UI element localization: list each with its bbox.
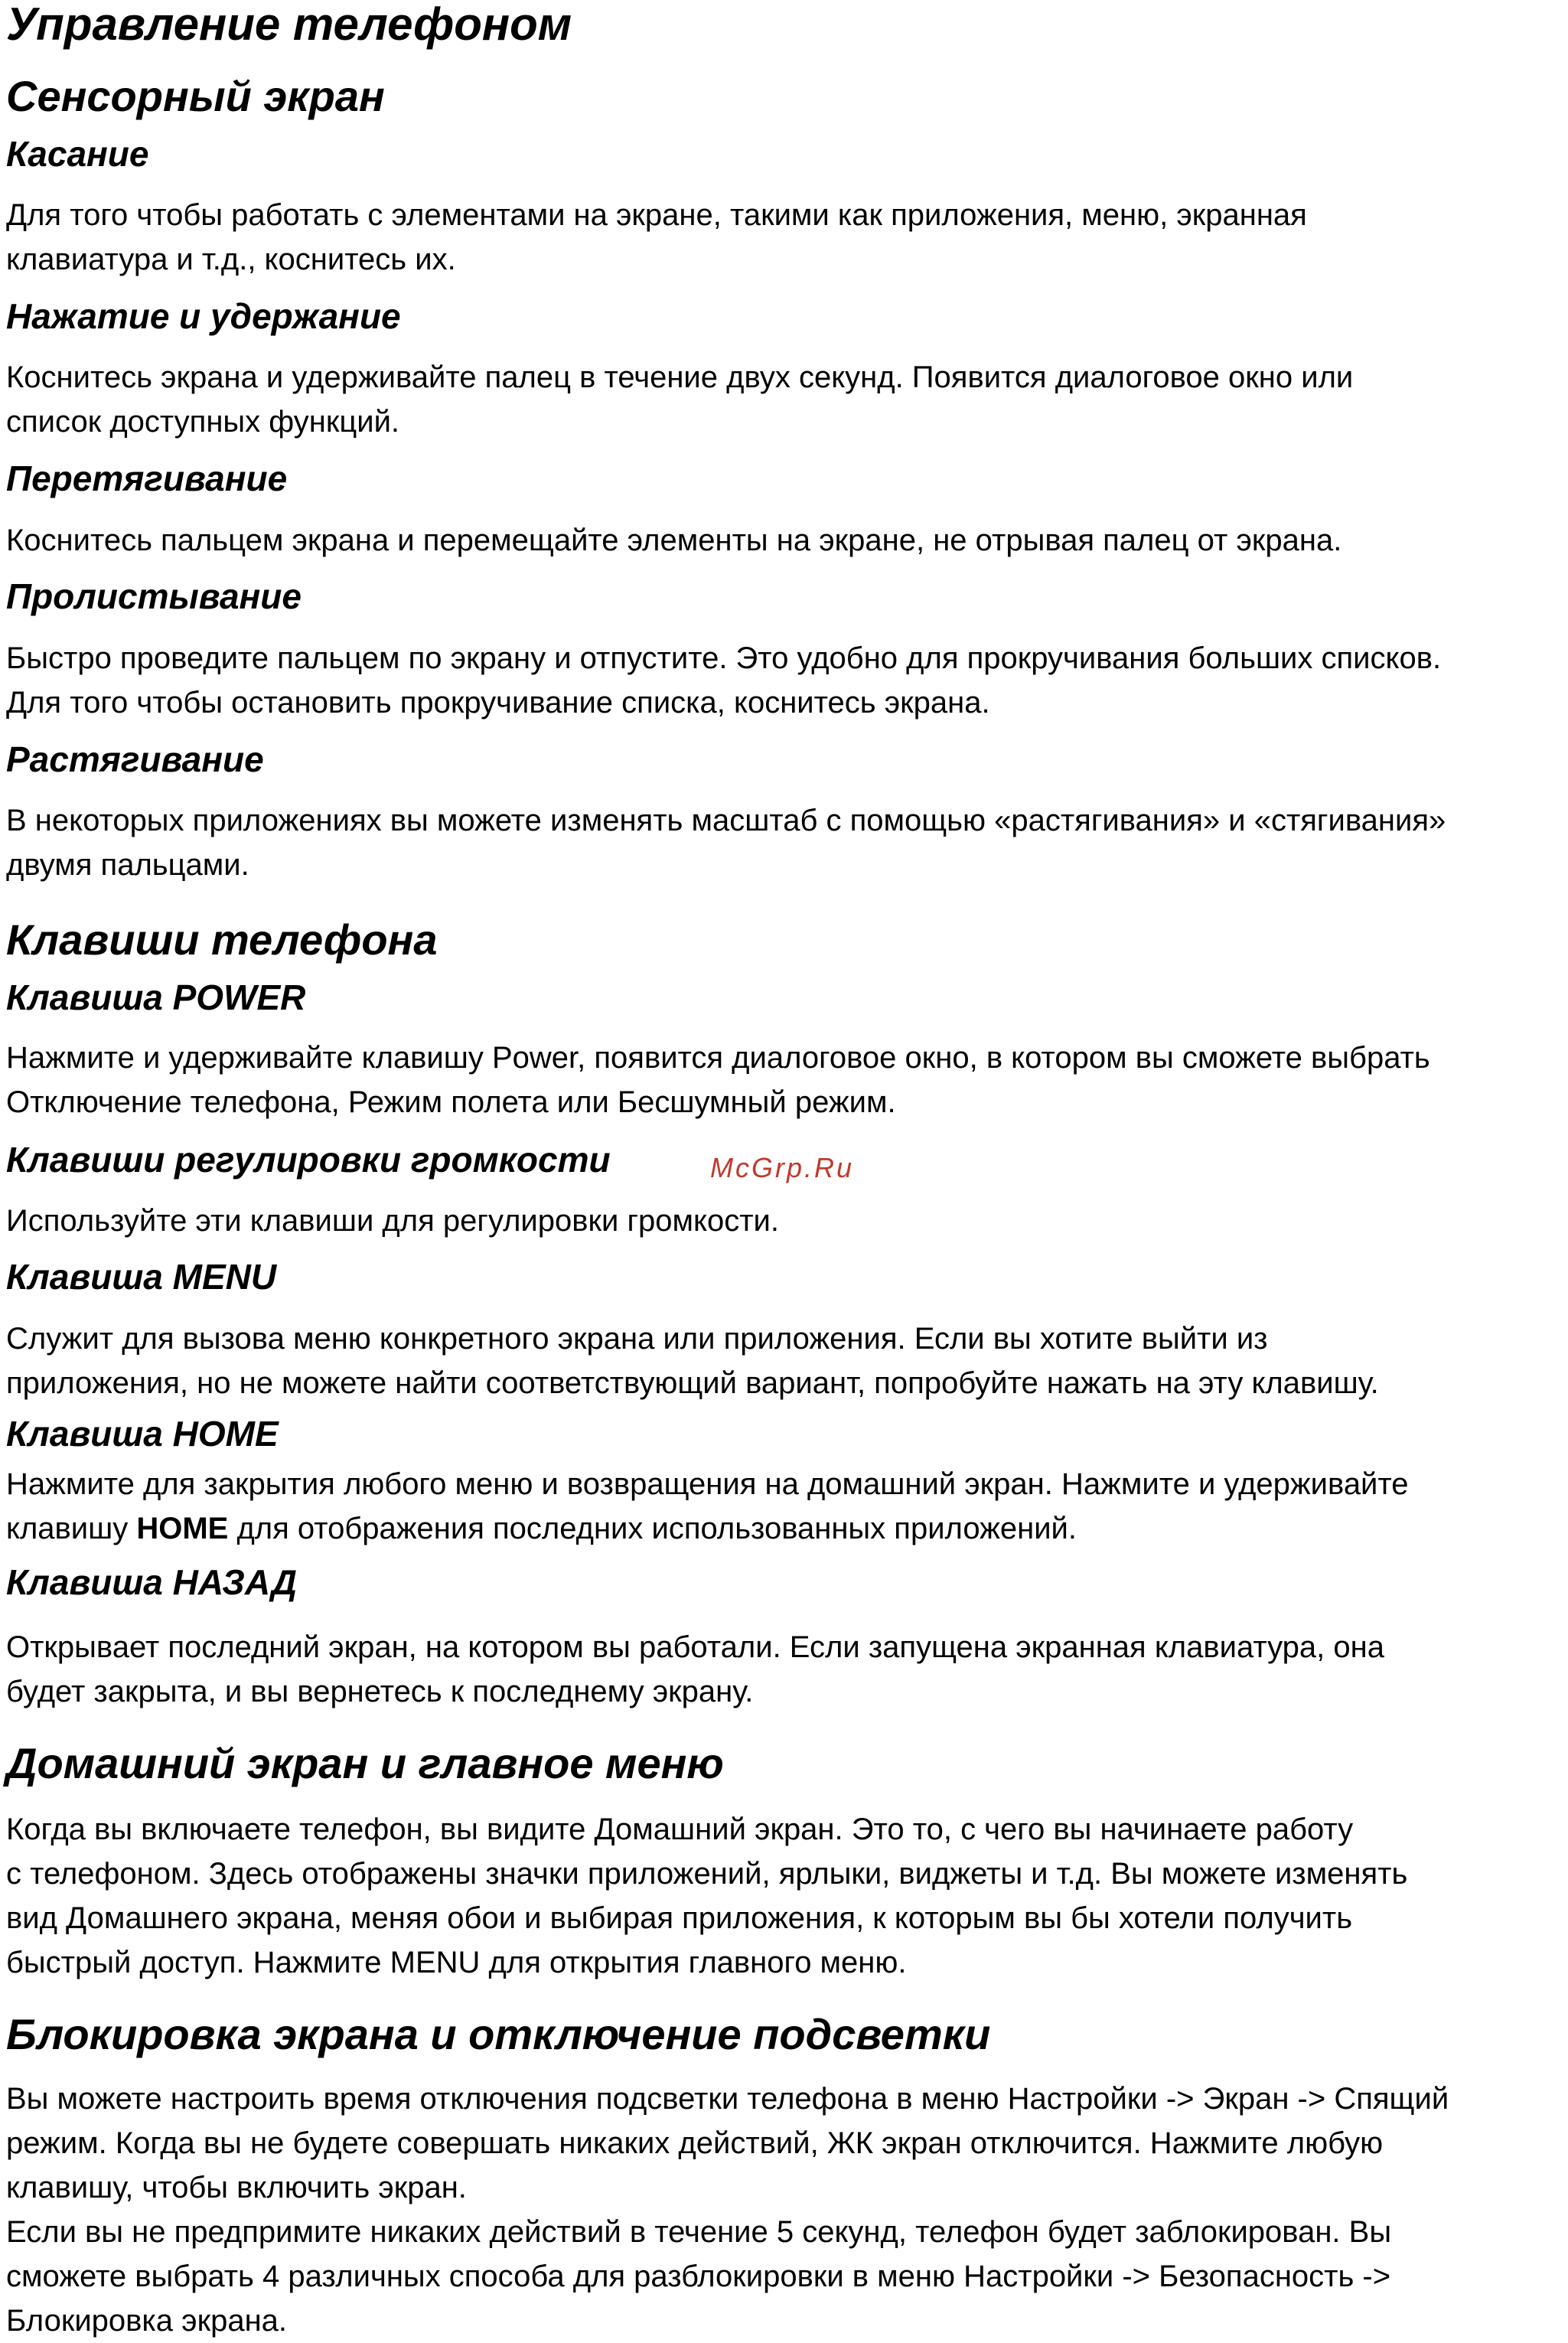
text-line: будет закрыта, и вы вернетесь к последнему экрану.	[6, 1675, 754, 1708]
paragraph-lock	[6, 2077, 1560, 2343]
text-line: вид Домашнего экрана, меняя обои и выбирая приложения, к которым вы бы хотели получить	[6, 1901, 1353, 1935]
paragraph-hold	[6, 355, 1560, 444]
text-line: Отключение телефона, Режим полета или Бесшумный режим.	[6, 1085, 896, 1119]
text-line: Нажмите и удерживайте клавишу Power, появится диалоговое окно, в котором вы сможете выбрать	[6, 1041, 1430, 1075]
text-line	[6, 1506, 1560, 1551]
text-line: клавиатура и т.д., коснитесь их.	[6, 243, 456, 276]
text-line: Используйте эти клавиши для регулировки громкости.	[6, 1204, 779, 1238]
paragraph-menu	[6, 1317, 1560, 1405]
text-line: Открывает последний экран, на котором вы работали. Если запущена экранная клавиатура, она	[6, 1630, 1384, 1664]
text-line: Коснитесь пальцем экрана и перемещайте элементы на экране, не отрывая палец от экрана.	[6, 524, 1342, 557]
subheading-power: Клавиша POWER	[6, 977, 306, 1017]
home-key-bold: HOME	[136, 1512, 229, 1545]
paragraph-volume	[6, 1199, 1560, 1243]
subheading-tap: Касание	[6, 134, 149, 174]
text-line: Если вы не предпримите никаких действий в течение 5 секунд, телефон будет заблокирован. Вы	[6, 2215, 1392, 2249]
text-line: Быстро проведите пальцем по экрану и отпустите. Это удобно для прокручивания больших списков.	[6, 641, 1442, 675]
subheading-menu: Клавиша MENU	[6, 1257, 277, 1297]
watermark: McGrp.Ru	[710, 1152, 855, 1183]
section-heading-touchscreen: Сенсорный экран	[6, 72, 385, 120]
text-fragment: для отображения последних использованных приложений.	[228, 1512, 1077, 1545]
paragraph-tap	[6, 193, 1560, 282]
text-line: сможете выбрать 4 различных способа для разблокировки в меню Настройки -> Безопасность ->	[6, 2260, 1391, 2293]
section-heading-lock: Блокировка экрана и отключение подсветки	[6, 2010, 991, 2058]
subheading-flick: Пролистывание	[6, 576, 302, 616]
paragraph-drag	[6, 518, 1560, 563]
text-line: клавишу, чтобы включить экран.	[6, 2171, 467, 2204]
subheading-pinch: Растягивание	[6, 739, 264, 779]
text-line: быстрый доступ. Нажмите MENU для открытия главного меню.	[6, 1946, 907, 1979]
section-heading-home-screen: Домашний экран и главное меню	[6, 1739, 724, 1787]
text-line: приложения, но не можете найти соответствующий вариант, попробуйте нажать на эту клавишу.	[6, 1366, 1379, 1400]
subheading-hold: Нажатие и удержание	[6, 296, 401, 336]
paragraph-back	[6, 1625, 1560, 1714]
paragraph-home-screen	[6, 1807, 1560, 1985]
subheading-home: Клавиша HOME	[6, 1414, 279, 1454]
subheading-volume: Клавиши регулировки громкости	[6, 1140, 611, 1180]
text-line: Коснитесь экрана и удерживайте палец в течение двух секунд. Появится диалоговое окно или	[6, 361, 1354, 394]
text-line: В некоторых приложениях вы можете изменять масштаб с помощью «растягивания» и «стягивания»	[6, 804, 1446, 837]
page-title: Управление телефоном	[6, 0, 572, 50]
paragraph-home	[6, 1462, 1560, 1551]
paragraph-pinch	[6, 798, 1560, 887]
text-line: Служит для вызова меню конкретного экрана или приложения. Если вы хотите выйти из	[6, 1322, 1268, 1356]
text-fragment: клавишу	[6, 1512, 137, 1545]
paragraph-power	[6, 1036, 1560, 1124]
text-line: Блокировка экрана.	[6, 2304, 288, 2338]
text-line: Для того чтобы остановить прокручивание списка, коснитесь экрана.	[6, 686, 990, 720]
paragraph-flick	[6, 636, 1560, 725]
text-line: с телефоном. Здесь отображены значки приложений, ярлыки, виджеты и т.д. Вы можете изменять	[6, 1857, 1408, 1891]
text-line: Когда вы включаете телефон, вы видите Домашний экран. Это то, с чего вы начинаете работу	[6, 1813, 1354, 1846]
text-line: Для того чтобы работать с элементами на экране, такими как приложения, меню, экранная	[6, 198, 1307, 232]
text-line: список доступных функций.	[6, 405, 400, 439]
text-line: Вы можете настроить время отключения подсветки телефона в меню Настройки -> Экран -> Спящий	[6, 2082, 1449, 2116]
text-line: режим. Когда вы не будете совершать никаких действий, ЖК экран отключится. Нажмите любую	[6, 2126, 1384, 2160]
text-line: двумя пальцами.	[6, 848, 249, 882]
section-heading-keys: Клавиши телефона	[6, 915, 438, 964]
subheading-drag: Перетягивание	[6, 458, 288, 498]
subheading-back: Клавиша НАЗАД	[6, 1562, 298, 1602]
text-line: Нажмите для закрытия любого меню и возвращения на домашний экран. Нажмите и удерживайте	[6, 1467, 1409, 1501]
